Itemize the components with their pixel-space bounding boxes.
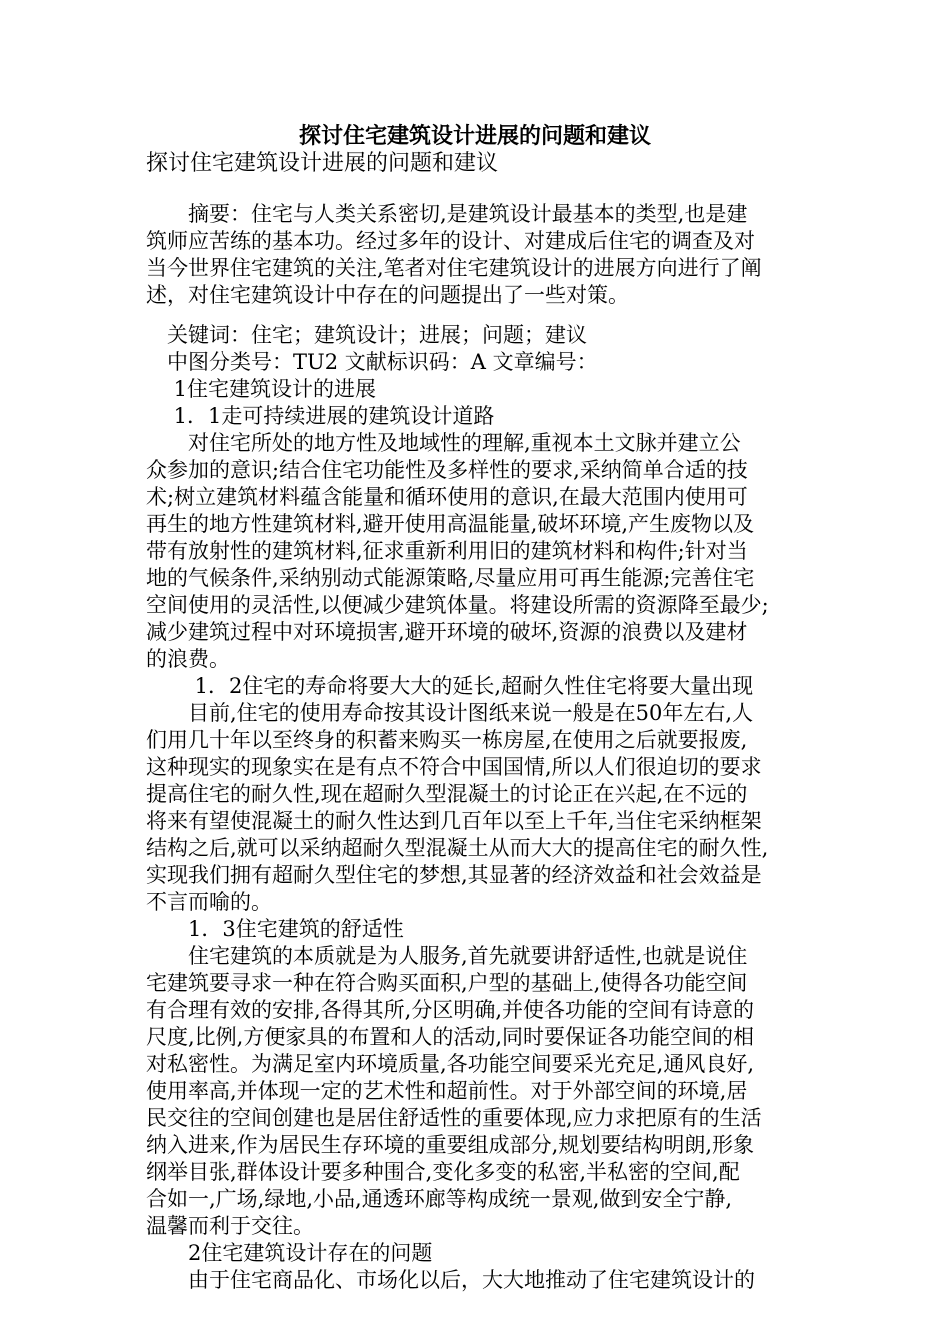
document-subtitle: 探讨住宅建筑设计进展的问题和建议 (146, 151, 499, 176)
classification-line: 中图分类号：TU2 文献标识码：A 文章编号： (146, 350, 598, 374)
text-line: 当今世界住宅建筑的关注,笔者对住宅建筑设计的进展方向进行了阐 (146, 256, 762, 280)
text-line: 这种现实的现象实在是有点不符合中国国情,所以人们很迫切的要求 (146, 755, 762, 779)
text-line: 温馨而利于交往。 (146, 1214, 314, 1238)
text-line: 带有放射性的建筑材料,征求重新利用旧的建筑材料和构件;针对当 (146, 539, 748, 563)
text-line: 有合理有效的安排,各得其所,分区明确,并使各功能的空间有诗意的 (146, 998, 755, 1022)
text-line: 减少建筑过程中对环境损害,避开环境的破坏,资源的浪费以及建材 (146, 620, 748, 644)
text-line: 纲举目张,群体设计要多种围合,变化多变的私密,半私密的空间,配 (146, 1160, 740, 1184)
section-heading: 2住宅建筑设计存在的问题 (146, 1241, 433, 1265)
text-line: 民交往的空间创建也是居住舒适性的重要体现,应力求把原有的生活 (146, 1106, 762, 1130)
text-line: 的浪费。 (146, 647, 230, 671)
text-line: 目前,住宅的使用寿命按其设计图纸来说一般是在50年左右,人 (146, 701, 754, 725)
text-line: 尺度,比例,方便家具的布置和人的活动,同时要保证各功能空间的相 (146, 1025, 755, 1049)
text-line: 摘要：住宅与人类关系密切,是建筑设计最基本的类型,也是建 (146, 202, 748, 226)
text-line: 使用率高,并体现一定的艺术性和超前性。对于外部空间的环境,居 (146, 1079, 748, 1103)
text-line: 再生的地方性建筑材料,避开使用高温能量,破坏环境,产生废物以及 (146, 512, 755, 536)
abstract-paragraph (146, 201, 814, 309)
text-line: 不言而喻的。 (146, 890, 272, 914)
text-line: 合如一,广场,绿地,小品,通透环廊等构成统一景观,做到安全宁静, (146, 1187, 733, 1211)
text-line: 由于住宅商品化、市场化以后，大大地推动了住宅建筑设计的 (146, 1268, 755, 1292)
text-line: 地的气候条件,采纳别动式能源策略,尽量应用可再生能源;完善住宅 (146, 566, 755, 590)
text-line: 宅建筑要寻求一种在符合购买面积,户型的基础上,使得各功能空间 (146, 971, 748, 995)
text-line: 住宅建筑的本质就是为人服务,首先就要讲舒适性,也就是说住 (146, 944, 748, 968)
section-heading: 1住宅建筑设计的进展 (146, 377, 377, 401)
text-line: 术;树立建筑材料蕴含能量和循环使用的意识,在最大范围内使用可 (146, 485, 748, 509)
subsection-heading: 1．1走可持续进展的建筑设计道路 (146, 404, 495, 428)
text-line: 们用几十年以至终身的积蓄来购买一栋房屋,在使用之后就要报废, (146, 728, 748, 752)
text-line: 众参加的意识;结合住宅功能性及多样性的要求,采纳简单合适的技 (146, 458, 748, 482)
text-line: 筑师应苦练的基本功。经过多年的设计、对建成后住宅的调查及对 (146, 229, 755, 253)
text-line: 结构之后,就可以采纳超耐久型混凝土从而大大的提高住宅的耐久性, (146, 836, 769, 860)
body-text (146, 322, 814, 1294)
text-line: 述，对住宅建筑设计中存在的问题提出了一些对策。 (146, 283, 629, 307)
text-line: 空间使用的灵活性,以便减少建筑体量。将建设所需的资源降至最少; (146, 593, 769, 617)
subsection-heading: 1．2住宅的寿命将要大大的延长,超耐久性住宅将要大量出现 (146, 674, 754, 698)
text-line: 纳入进来,作为居民生存环境的重要组成部分,规划要结构明朗,形象 (146, 1133, 755, 1157)
subsection-heading: 1．3住宅建筑的舒适性 (146, 917, 404, 941)
text-line: 提高住宅的耐久性,现在超耐久型混凝土的讨论正在兴起,在不远的 (146, 782, 748, 806)
document-title: 探讨住宅建筑设计进展的问题和建议 (298, 123, 651, 149)
text-line: 对住宅所处的地方性及地域性的理解,重视本土文脉并建立公 (146, 431, 741, 455)
text-line: 将来有望使混凝土的耐久性达到几百年以至上千年,当住宅采纳框架 (146, 809, 762, 833)
keywords-line: 关键词：住宅；建筑设计；进展；问题；建议 (146, 323, 587, 347)
text-line: 实现我们拥有超耐久型住宅的梦想,其显著的经济效益和社会效益是 (146, 863, 762, 887)
text-line: 对私密性。为满足室内环境质量,各功能空间要采光充足,通风良好, (146, 1052, 755, 1076)
